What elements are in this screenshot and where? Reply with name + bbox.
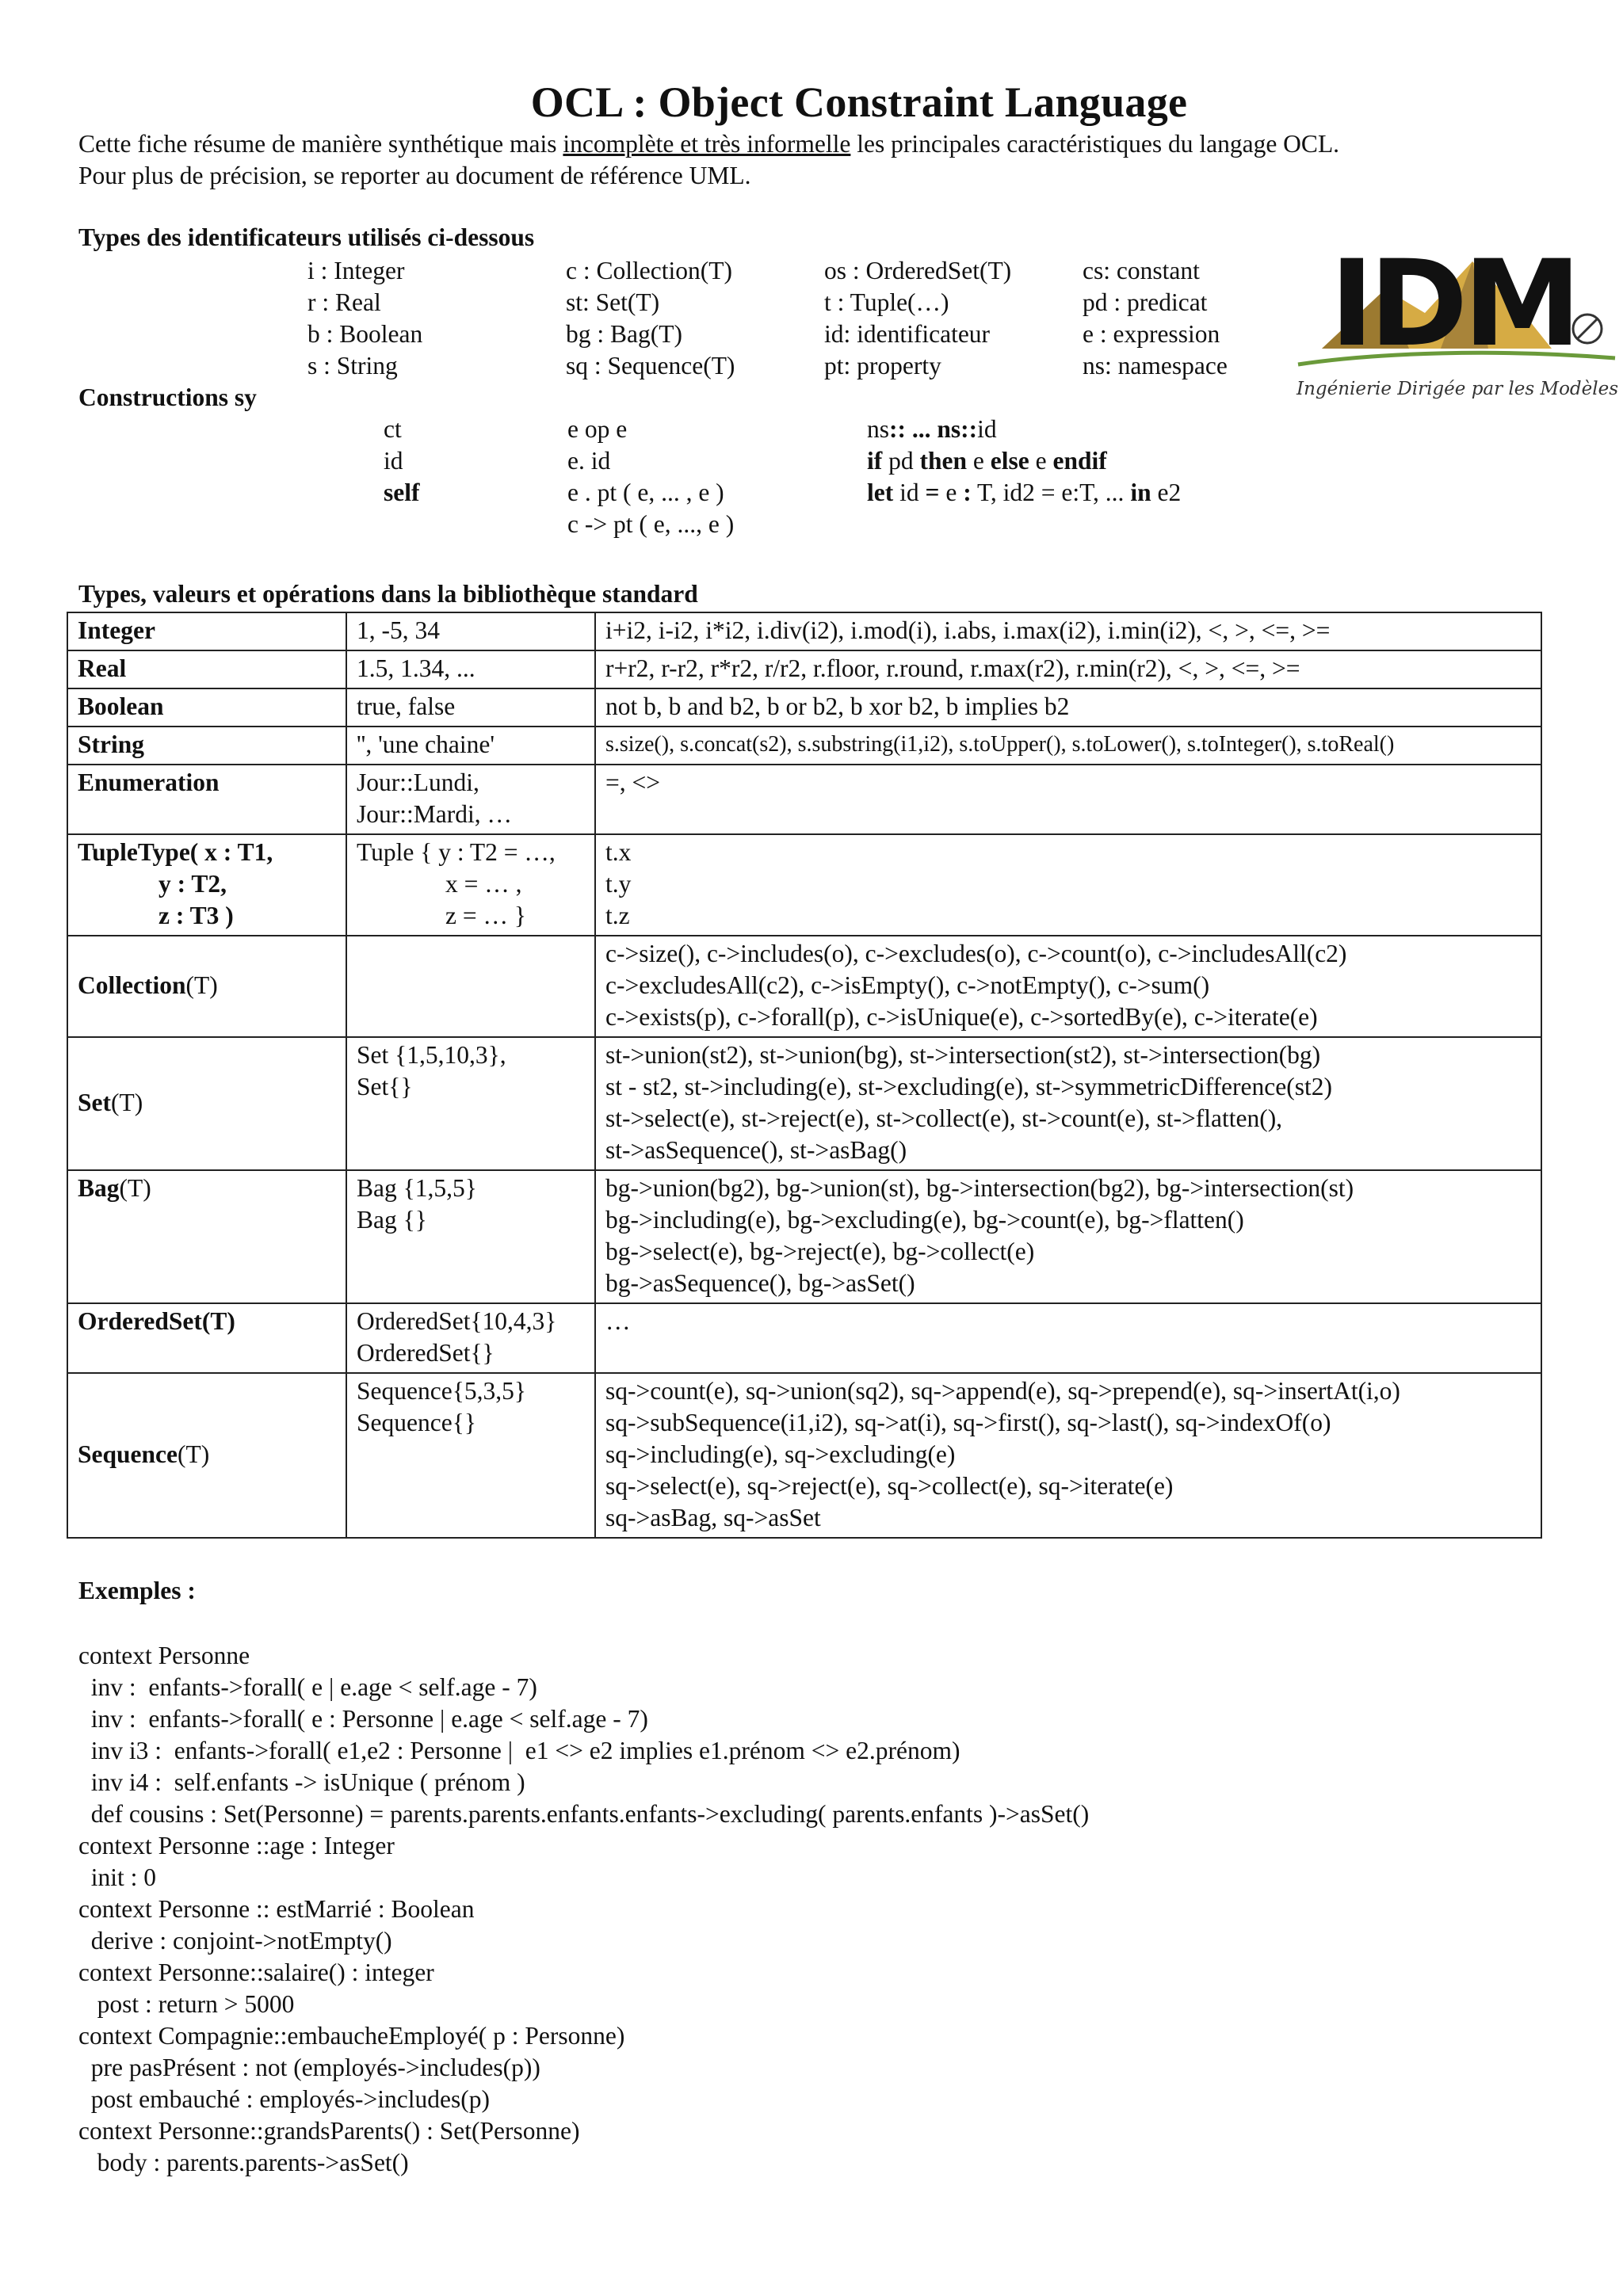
values-cell: [346, 1303, 595, 1373]
code-line: pre pasPrésent : not (employés->includes(p)): [78, 2054, 540, 2081]
ops-text: =, <>: [605, 769, 661, 796]
construction-item: id: [384, 447, 403, 475]
types-cell: b : Boolean: [307, 320, 423, 348]
ops-text: sq->subSequence(i1,i2), sq->at(i), sq->first(), sq->last(), sq->indexOf(o): [605, 1409, 1331, 1436]
construction-part: :: [963, 479, 972, 506]
table-row: [67, 765, 1541, 834]
value-text: Jour::Lundi,: [357, 769, 479, 796]
ops-text: sq->asBag, sq->asSet: [605, 1504, 821, 1531]
values-cell: [346, 727, 595, 765]
ops-text: st->union(st2), st->union(bg), st->intersection(st2), st->intersection(bg): [605, 1041, 1321, 1069]
constructions-heading: Constructions sy: [78, 383, 257, 411]
type-cell: [67, 1303, 346, 1373]
intro-line-2: Pour plus de précision, se reporter au document de référence UML.: [78, 162, 751, 189]
type-name: Set: [78, 1089, 111, 1116]
ops-text: sq->count(e), sq->union(sq2), sq->append(e), sq->prepend(e), sq->insertAt(i,o): [605, 1377, 1400, 1405]
table-row: [67, 650, 1541, 688]
type-name: Boolean: [78, 692, 164, 720]
compass-needle: [1577, 318, 1598, 339]
ops-text: r+r2, r-r2, r*r2, r/r2, r.floor, r.round, r.max(r2), r.min(r2), <, >, <=, >=: [605, 654, 1300, 682]
values-cell: [346, 1037, 595, 1170]
type-cell: [67, 1170, 346, 1303]
code-line: inv i3 : enfants->forall( e1,e2 : Personne | e1 <> e2 implies e1.prénom <> e2.prénom): [78, 1737, 960, 1764]
table-row: [67, 1303, 1541, 1373]
values-cell: [346, 765, 595, 834]
idm-logo: [1290, 214, 1623, 412]
type-cell: [67, 936, 346, 1037]
value-text: Set{}: [357, 1073, 413, 1100]
construction-item: [867, 415, 997, 444]
type-cell: [67, 612, 346, 650]
value-text: Set {1,5,10,3},: [357, 1041, 506, 1069]
ops-text: bg->including(e), bg->excluding(e), bg->count(e), bg->flatten(): [605, 1206, 1244, 1234]
table-row: [67, 1170, 1541, 1303]
ops-cell: [595, 1303, 1541, 1373]
intro-text-part: les principales caractéristiques du langage OCL.: [850, 130, 1340, 158]
types-cell: t : Tuple(…): [824, 288, 949, 316]
ops-cell: [595, 936, 1541, 1037]
intro-underlined: incomplète et très informelle: [563, 130, 851, 158]
value-text: '', 'une chaine': [357, 730, 495, 758]
types-heading: Types des identificateurs utilisés ci-dessous: [78, 223, 535, 251]
value-text: Sequence{5,3,5}: [357, 1377, 526, 1405]
code-line: context Personne ::age : Integer: [78, 1832, 395, 1859]
ops-text: …: [605, 1307, 631, 1335]
values-cell: [346, 650, 595, 688]
type-cell: [67, 834, 346, 936]
value-text: Tuple { y : T2 = …,: [357, 838, 556, 866]
table-row: [67, 727, 1541, 765]
types-cell: i : Integer: [307, 257, 405, 284]
code-line: derive : conjoint->notEmpty(): [78, 1927, 392, 1955]
types-cell: c : Collection(T): [566, 257, 732, 284]
ops-text: st->asSequence(), st->asBag(): [605, 1136, 907, 1164]
construction-part: T, id2 = e:T, ...: [971, 479, 1131, 506]
type-name: Sequence: [78, 1440, 178, 1468]
ops-text: c->size(), c->includes(o), c->excludes(o), c->count(o), c->includesAll(c2): [605, 940, 1347, 967]
type-cell: [67, 688, 346, 727]
type-cell: [67, 1373, 346, 1538]
construction-item: c -> pt ( e, ..., e ): [567, 510, 735, 538]
table-row: [67, 936, 1541, 1037]
construction-item: e . pt ( e, ... , e ): [567, 479, 724, 506]
ops-cell: [595, 1170, 1541, 1303]
ops-text: st - st2, st->including(e), st->excluding(e), st->symmetricDifference(st2): [605, 1073, 1332, 1100]
ops-cell: [595, 650, 1541, 688]
construction-part: if: [867, 447, 883, 475]
type-cell: [67, 727, 346, 765]
types-cell: pd : predicat: [1083, 288, 1208, 316]
construction-part: :: ... ns: [889, 415, 961, 443]
library-table: [67, 612, 1542, 1539]
construction-part: id: [977, 415, 997, 443]
type-param: (T): [111, 1089, 143, 1116]
construction-item: self: [384, 479, 420, 506]
types-cell: st: Set(T): [566, 288, 660, 316]
ops-text: t.x: [605, 838, 632, 866]
code-line: post embauché : employés->includes(p): [78, 2085, 490, 2113]
construction-item: ct: [384, 415, 402, 443]
construction-item: [867, 447, 1107, 475]
ops-text: bg->asSequence(), bg->asSet(): [605, 1269, 915, 1297]
construction-part: e2: [1151, 479, 1182, 506]
code-line: def cousins : Set(Personne) = parents.parents.enfants.enfants->excluding( parents.enfants )->asSet(): [78, 1800, 1090, 1828]
value-text: Sequence{}: [357, 1409, 476, 1436]
type-cell: [67, 765, 346, 834]
types-cell: r : Real: [307, 288, 381, 316]
table-row: [67, 688, 1541, 727]
construction-part: pd: [882, 447, 920, 475]
ops-cell: [595, 688, 1541, 727]
table-row: [67, 1373, 1541, 1538]
values-cell: [346, 688, 595, 727]
ops-text: c->excludesAll(c2), c->isEmpty(), c->notEmpty(), c->sum(): [605, 971, 1210, 999]
type-name: y : T2,: [158, 870, 227, 898]
ops-cell: [595, 765, 1541, 834]
code-line: init : 0: [78, 1863, 157, 1891]
type-name: Collection: [78, 971, 186, 999]
value-text: z = … }: [445, 902, 526, 929]
value-text: x = … ,: [445, 870, 522, 898]
value-text: Bag {}: [357, 1206, 427, 1234]
type-name: Bag: [78, 1174, 120, 1202]
types-cell: cs: constant: [1083, 257, 1200, 284]
construction-part: ::: [960, 415, 978, 443]
ops-text: i+i2, i-i2, i*i2, i.div(i2), i.mod(i), i.abs, i.max(i2), i.min(i2), <, >, <=, >=: [605, 616, 1331, 644]
ops-text: bg->union(bg2), bg->union(st), bg->intersection(bg2), bg->intersection(st): [605, 1174, 1354, 1202]
values-cell: [346, 1170, 595, 1303]
ops-cell: [595, 1037, 1541, 1170]
code-line: context Personne: [78, 1642, 250, 1669]
construction-part: e: [1029, 447, 1053, 475]
type-name: OrderedSet(T): [78, 1307, 235, 1335]
type-name: Enumeration: [78, 769, 220, 796]
table-row: [67, 1037, 1541, 1170]
construction-part: else: [990, 447, 1029, 475]
values-cell: [346, 936, 595, 1037]
construction-part: ns: [867, 415, 890, 443]
types-cell: sq : Sequence(T): [566, 352, 735, 379]
value-text: 1.5, 1.34, ...: [357, 654, 475, 682]
construction-part: in: [1130, 479, 1151, 506]
examples-heading: Exemples :: [78, 1577, 196, 1604]
code-line: context Personne::grandsParents() : Set(Personne): [78, 2117, 580, 2145]
table-row: [67, 834, 1541, 936]
types-cell: ns: namespace: [1083, 352, 1228, 379]
code-line: inv : enfants->forall( e | e.age < self.age - 7): [78, 1673, 537, 1701]
values-cell: [346, 834, 595, 936]
type-param: (T): [185, 971, 218, 999]
intro-text-part: Cette fiche résume de manière synthétique mais: [78, 130, 563, 158]
code-line: post : return > 5000: [78, 1990, 295, 2018]
logo-caption: Ingénierie Dirigée par les Modèles: [1296, 379, 1619, 399]
type-name: TupleType( x : T1,: [78, 838, 273, 866]
value-text: true, false: [357, 692, 456, 720]
ops-cell: [595, 612, 1541, 650]
types-cell: bg : Bag(T): [566, 320, 682, 348]
construction-item: e op e: [567, 415, 628, 443]
types-cell: pt: property: [824, 352, 941, 379]
table-row: [67, 612, 1541, 650]
construction-part: endif: [1052, 447, 1107, 475]
library-heading: Types, valeurs et opérations dans la bibliothèque standard: [78, 580, 698, 608]
values-cell: [346, 612, 595, 650]
value-text: Jour::Mardi, …: [357, 800, 512, 828]
ops-text: t.y: [605, 870, 632, 898]
ops-cell: [595, 727, 1541, 765]
code-line: inv : enfants->forall( e : Personne | e.age < self.age - 7): [78, 1705, 648, 1733]
ops-text: s.size(), s.concat(s2), s.substring(i1,i2), s.toUpper(), s.toLower(), s.toInteger(), s.toReal(): [605, 732, 1395, 757]
construction-item: [867, 479, 1181, 507]
construction-item: e. id: [567, 447, 611, 475]
ops-text: c->exists(p), c->forall(p), c->isUnique(e), c->sortedBy(e), c->iterate(e): [605, 1003, 1318, 1031]
construction-part: let: [867, 479, 894, 506]
logo-letters: IDM: [1330, 235, 1577, 373]
code-line: inv i4 : self.enfants -> isUnique ( prénom ): [78, 1768, 525, 1796]
ops-text: sq->including(e), sq->excluding(e): [605, 1440, 956, 1468]
ops-cell: [595, 1373, 1541, 1538]
types-cell: os : OrderedSet(T): [824, 257, 1012, 284]
code-line: context Personne :: estMarrié : Boolean: [78, 1895, 475, 1923]
page-title: OCL : Object Constraint Language: [530, 78, 1188, 126]
type-name: String: [78, 730, 145, 758]
construction-part: =: [925, 479, 940, 506]
type-cell: [67, 1037, 346, 1170]
construction-part: then: [919, 447, 968, 475]
type-param: (T): [119, 1174, 151, 1202]
intro-text: [78, 128, 1339, 192]
type-cell: [67, 650, 346, 688]
type-name: z : T3 ): [158, 902, 234, 929]
value-text: OrderedSet{}: [357, 1339, 495, 1367]
ops-cell: [595, 834, 1541, 936]
construction-part: id: [893, 479, 926, 506]
ops-text: st->select(e), st->reject(e), st->collect(e), st->count(e), st->flatten(),: [605, 1104, 1283, 1132]
types-cell: s : String: [307, 352, 398, 379]
ops-text: t.z: [605, 902, 630, 929]
intro-line-1: [78, 128, 1339, 160]
ops-text: not b, b and b2, b or b2, b xor b2, b implies b2: [605, 692, 1070, 720]
examples-code: [78, 1640, 1089, 2179]
value-text: 1, -5, 34: [357, 616, 440, 644]
type-name: Integer: [78, 616, 155, 644]
types-cell: e : expression: [1083, 320, 1220, 348]
value-text: OrderedSet{10,4,3}: [357, 1307, 557, 1335]
code-line: context Compagnie::embaucheEmployé( p : Personne): [78, 2022, 625, 2050]
ops-text: sq->select(e), sq->reject(e), sq->collect(e), sq->iterate(e): [605, 1472, 1174, 1500]
type-name: Real: [78, 654, 127, 682]
type-param: (T): [178, 1440, 210, 1468]
value-text: Bag {1,5,5}: [357, 1174, 477, 1202]
construction-part: e: [939, 479, 964, 506]
code-line: body : parents.parents->asSet(): [78, 2149, 409, 2176]
values-cell: [346, 1373, 595, 1538]
types-cell: id: identificateur: [824, 320, 991, 348]
code-line: context Personne::salaire() : integer: [78, 1958, 434, 1986]
ops-text: bg->select(e), bg->reject(e), bg->collect(e): [605, 1238, 1035, 1265]
construction-part: e: [967, 447, 991, 475]
